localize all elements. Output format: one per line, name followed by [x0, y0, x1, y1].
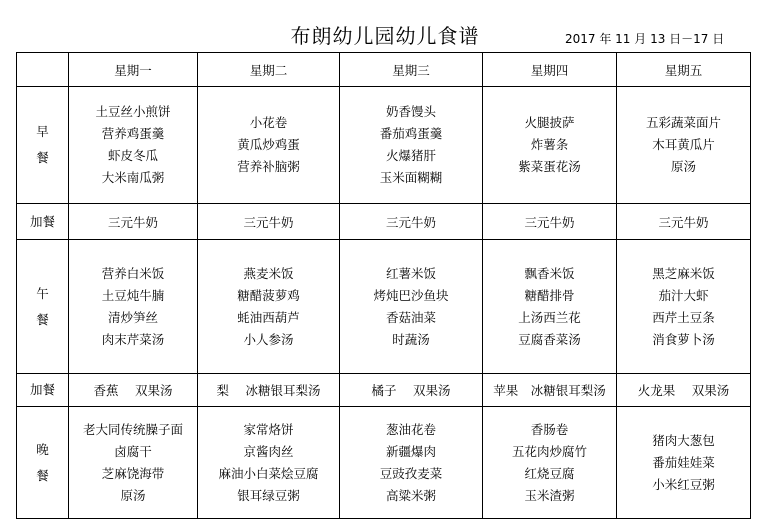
snack-cell: 三元牛奶 [617, 204, 751, 240]
menu-cell [340, 407, 483, 519]
menu-table [16, 52, 751, 519]
day-header: 星期五 [617, 53, 751, 87]
snack-cell: 橘子 双果汤 [340, 374, 483, 407]
dish: 清炒笋丝 [107, 309, 158, 325]
dish: 玉米渣粥 [524, 487, 575, 503]
meal-label-snack: 加餐 [17, 204, 69, 240]
snack-row-morning [17, 204, 751, 240]
lunch-row [17, 240, 751, 374]
dish: 原汤 [120, 487, 146, 503]
dish: 木耳黄瓜片 [652, 137, 715, 152]
menu-cell [483, 407, 617, 519]
dish: 大米南瓜粥 [101, 170, 165, 185]
dish: 新疆爆肉 [385, 443, 436, 459]
corner-cell [17, 53, 69, 87]
menu-cell [198, 407, 340, 519]
menu-cell [69, 87, 198, 204]
dish: 奶香馒头 [385, 104, 436, 119]
dish: 火腿披萨 [524, 115, 575, 130]
menu-cell [198, 87, 340, 204]
snack-cell: 香蕉 双果汤 [69, 374, 198, 407]
dish: 芝麻饶海带 [101, 465, 165, 481]
dish: 消食萝卜汤 [652, 331, 715, 347]
meal-label-lunch: 午 餐 [17, 240, 69, 374]
dish: 黑芝麻米饭 [652, 265, 715, 281]
date-range: 2017 年 11 月 13 日－17 日 [565, 32, 725, 46]
dish: 京酱肉丝 [243, 443, 294, 459]
dish: 原汤 [670, 159, 696, 174]
dish: 家常烙饼 [243, 421, 294, 437]
dish: 糖醋排骨 [524, 287, 575, 303]
dish: 红薯米饭 [385, 265, 436, 281]
dinner-row [17, 407, 751, 519]
dish: 香肠卷 [530, 421, 569, 437]
snack-cell: 三元牛奶 [340, 204, 483, 240]
dish: 红烧豆腐 [524, 465, 575, 481]
dish: 营养鸡蛋羹 [101, 126, 165, 141]
dish: 番茄鸡蛋羹 [379, 126, 443, 141]
dish: 猪肉大葱包 [652, 432, 715, 448]
breakfast-row [17, 87, 751, 204]
menu-cell [198, 240, 340, 374]
snack-cell: 三元牛奶 [198, 204, 340, 240]
dish: 玉米面糊糊 [379, 170, 443, 185]
meal-label-breakfast: 早 餐 [17, 87, 69, 204]
menu-cell [483, 87, 617, 204]
dish: 五花肉炒腐竹 [511, 443, 587, 459]
dish: 香菇油菜 [385, 309, 436, 325]
menu-cell [617, 407, 751, 519]
dish: 糖醋菠萝鸡 [237, 287, 300, 303]
dish: 蚝油西葫芦 [237, 309, 300, 325]
day-header: 星期一 [69, 53, 198, 87]
dish: 茄汁大虾 [658, 287, 709, 303]
dish: 银耳绿豆粥 [237, 487, 300, 503]
meal-label-dinner: 晚 餐 [17, 407, 69, 519]
snack-cell: 苹果 冰糖银耳梨汤 [483, 374, 617, 407]
menu-cell [617, 87, 751, 204]
dish: 虾皮冬瓜 [107, 148, 158, 163]
dish: 麻油小白菜烩豆腐 [218, 465, 319, 481]
dish: 烤炖巴沙鱼块 [373, 287, 449, 303]
dish: 番茄娃娃菜 [652, 454, 715, 470]
dish: 西芹土豆条 [652, 309, 715, 325]
day-header: 星期四 [483, 53, 617, 87]
dish: 炸薯条 [530, 137, 569, 152]
dish: 土豆丝小煎饼 [95, 104, 171, 119]
menu-cell [69, 407, 198, 519]
menu-cell [340, 87, 483, 204]
dish: 黄瓜炒鸡蛋 [237, 137, 300, 152]
menu-cell [340, 240, 483, 374]
snack-row-afternoon [17, 374, 751, 407]
snack-cell: 三元牛奶 [69, 204, 198, 240]
dish: 营养补脑粥 [237, 159, 300, 174]
dish: 豆腐香菜汤 [518, 331, 581, 347]
dish: 上汤西兰花 [518, 309, 581, 325]
dish: 肉末芹菜汤 [101, 331, 165, 347]
dish: 葱油花卷 [385, 421, 436, 437]
menu-cell [69, 240, 198, 374]
snack-cell: 火龙果 双果汤 [617, 374, 751, 407]
day-header: 星期三 [340, 53, 483, 87]
menu-cell [617, 240, 751, 374]
dish: 燕麦米饭 [243, 265, 294, 281]
snack-cell: 三元牛奶 [483, 204, 617, 240]
dish: 土豆炖牛腩 [101, 287, 165, 303]
header-row [17, 53, 751, 87]
dish: 卤腐干 [114, 443, 152, 459]
dish: 老大同传统臊子面 [82, 421, 183, 437]
dish: 五彩蔬菜面片 [645, 115, 721, 130]
dish: 火爆猪肝 [385, 148, 436, 163]
day-header: 星期二 [198, 53, 340, 87]
dish: 营养白米饭 [101, 265, 165, 281]
snack-cell: 梨 冰糖银耳梨汤 [198, 374, 340, 407]
dish: 小人参汤 [243, 331, 294, 347]
menu-cell [483, 240, 617, 374]
dish: 小花卷 [249, 115, 288, 130]
dish: 豆豉孜麦菜 [379, 465, 443, 481]
dish: 飘香米饭 [524, 265, 575, 281]
dish: 时蔬汤 [392, 331, 430, 347]
dish: 高粱米粥 [385, 487, 436, 503]
meal-label-snack: 加餐 [17, 374, 69, 407]
dish: 紫菜蛋花汤 [518, 159, 581, 174]
dish: 小米红豆粥 [652, 476, 715, 492]
page-title: 布朗幼儿园幼儿食谱 [290, 24, 480, 48]
